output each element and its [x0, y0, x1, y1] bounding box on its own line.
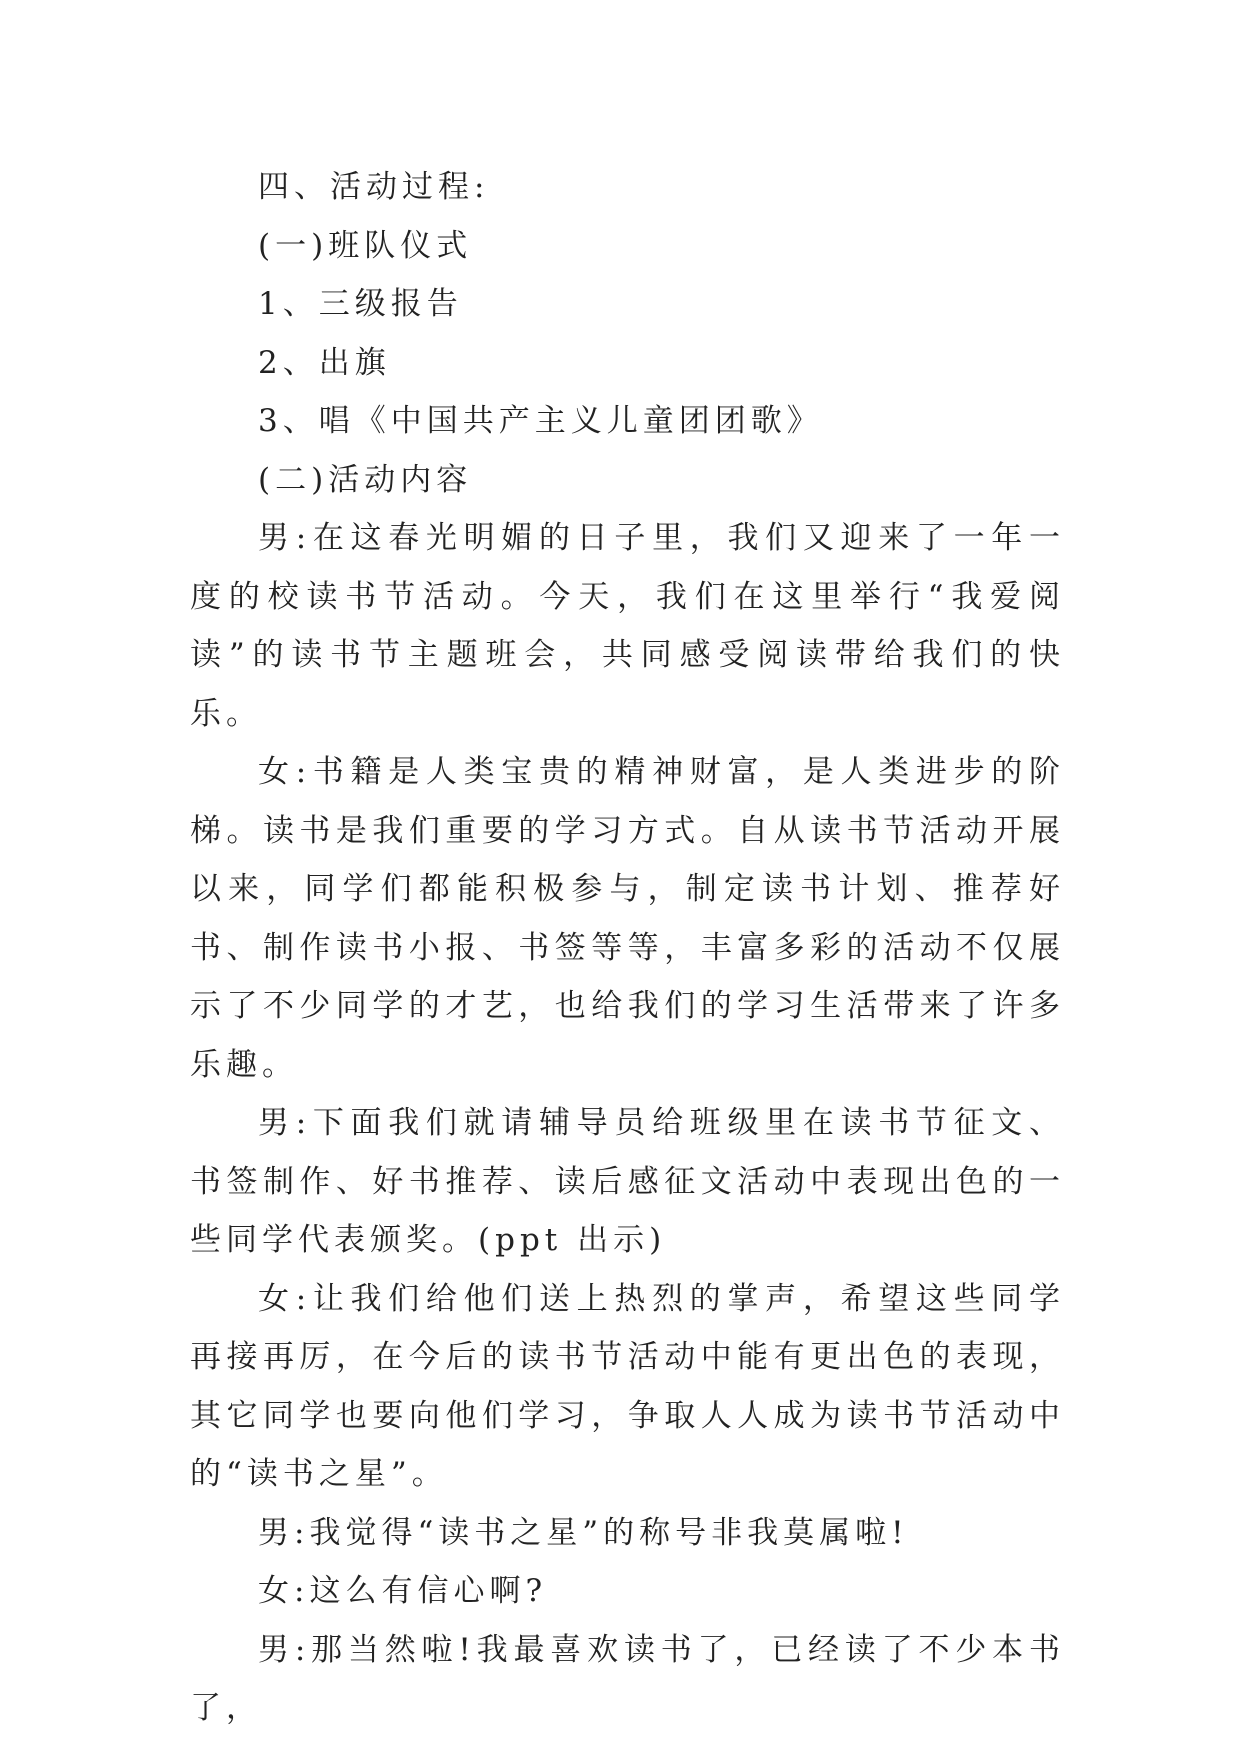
dialogue-paragraph: 女:这么有信心啊?: [258, 1573, 548, 1609]
dialogue-paragraph: 男:在这春光明媚的日子里，我们又迎来了一年一度的校读书节活动。今天，我们在这里举行“我爱阅读”的读书节主题班会，共同感受阅读带给我们的快乐。: [190, 520, 1065, 732]
section-heading-activity-process: 四、活动过程:: [258, 169, 490, 205]
list-item: 2、出旗: [258, 344, 391, 381]
subsection-heading-content: (二)活动内容: [258, 461, 473, 498]
dialogue-paragraph: 女:书籍是人类宝贵的精神财富，是人类进步的阶梯。读书是我们重要的学习方式。自从读书节活动开展以来，同学们都能积极参与，制定读书计划、推荐好书、制作读书小报、书签等等，丰富多彩的活动不仅展示了不少同学的才艺，也给我们的学习生活带来了许多乐趣。: [190, 754, 1065, 1083]
dialogue-paragraph: 男:那当然啦!我最喜欢读书了，已经读了不少本书了，: [190, 1631, 1065, 1726]
document-body: [190, 158, 1065, 1738]
dialogue-paragraph: 女:让我们给他们送上热烈的掌声，希望这些同学再接再厉，在今后的读书节活动中能有更出色的表现，其它同学也要向他们学习，争取人人成为读书节活动中的“读书之星”。: [190, 1280, 1065, 1492]
list-item: 3、唱《中国共产主义儿童团团歌》: [258, 403, 823, 439]
dialogue-paragraph: 男:我觉得“读书之星”的称号非我莫属啦!: [258, 1514, 909, 1551]
dialogue-paragraph: 男:下面我们就请辅导员给班级里在读书节征文、书签制作、好书推荐、读后感征文活动中表现出色的一些同学代表颁奖。(ppt 出示): [190, 1105, 1065, 1258]
subsection-heading-ceremony: (一)班队仪式: [258, 227, 473, 264]
list-item: 1、三级报告: [258, 286, 463, 322]
